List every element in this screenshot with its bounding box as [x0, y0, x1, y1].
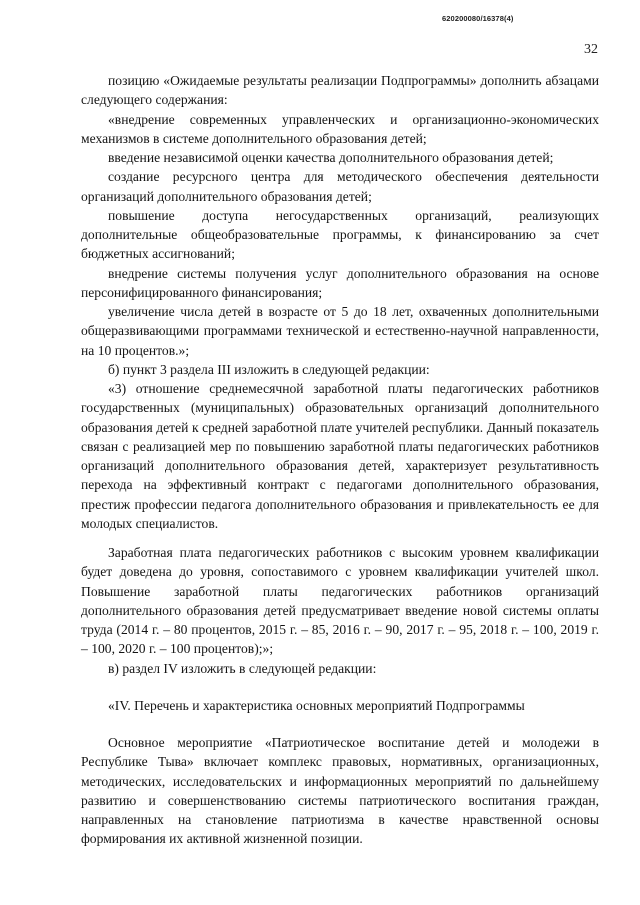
- document-code: 620200080/16378(4): [442, 14, 514, 23]
- paragraph: внедрение системы получения услуг дополнительного образования на основе персонифицированного финансирования;: [81, 265, 599, 300]
- section-heading: «IV. Перечень и характеристика основных мероприятий Подпрограммы: [108, 697, 525, 713]
- paragraph: в) раздел IV изложить в следующей редакции:: [108, 660, 377, 676]
- paragraph: увеличение числа детей в возрасте от 5 до 18 лет, охваченных дополнительными общеразвивающими программами технической и естественно-научной направленности, на 10 процентов.»;: [81, 304, 599, 358]
- paragraph: создание ресурсного центра для методического обеспечения деятельности организаций дополнительного образования детей;: [81, 169, 599, 204]
- paragraph: Заработная плата педагогических работников с высоким уровнем квалификации будет доведена до уровня, сопоставимого с уровнем квалификации учителей школ. Повышение заработной платы педагогических работников организаций дополнительного образования детей предусматривает введение новой системы оплаты труда (2014 г. – 80 процентов, 2015 г. – 85, 2016 г. – 90, 2017 г. – 95, 2018 г. – 100, 2019 г. – 100, 2020 г. – 100 процентов);»;: [81, 545, 599, 657]
- paragraph: «3) отношение среднемесячной заработной платы педагогических работников государственных (муниципальных) образовательных организаций дополнительного образования детей к средней заработной плате учителей республики. Данный показатель связан с реализацией мер по повышению заработной платы педагогических работников организаций дополнительного образования детей, характеризует результативность перехода на эффективный контракт с педагогами дополнительного образования, престиж профессии педагога дополнительного образования и привлекательность ее для молодых специалистов.: [81, 381, 599, 531]
- paragraph: повышение доступа негосударственных организаций, реализующих дополнительные общеобразовательные программы, к финансированию за счет бюджетных ассигнований;: [81, 207, 599, 262]
- paragraph: позицию «Ожидаемые результаты реализации Подпрограммы» дополнить абзацами следующего содержания:: [81, 73, 599, 108]
- paragraph: Основное мероприятие «Патриотическое воспитание детей и молодежи в Республике Тыва» включает комплекс правовых, нормативных, организационных, методических, исследовательских и информационных мероприятий по дальнейшему развитию и совершенствованию системы патриотического воспитания граждан, направленных на становление патриотизма в качестве нравственной основы формирования их активной жизненной позиции.: [81, 735, 599, 847]
- paragraph: «внедрение современных управленческих и организационно-экономических механизмов в системе дополнительного образования детей;: [81, 111, 599, 146]
- paragraph: введение независимой оценки качества дополнительного образования детей;: [108, 150, 554, 165]
- page-number: 32: [584, 42, 598, 57]
- paragraph: б) пункт 3 раздела III изложить в следующей редакции:: [108, 361, 430, 377]
- document-body: [81, 71, 599, 849]
